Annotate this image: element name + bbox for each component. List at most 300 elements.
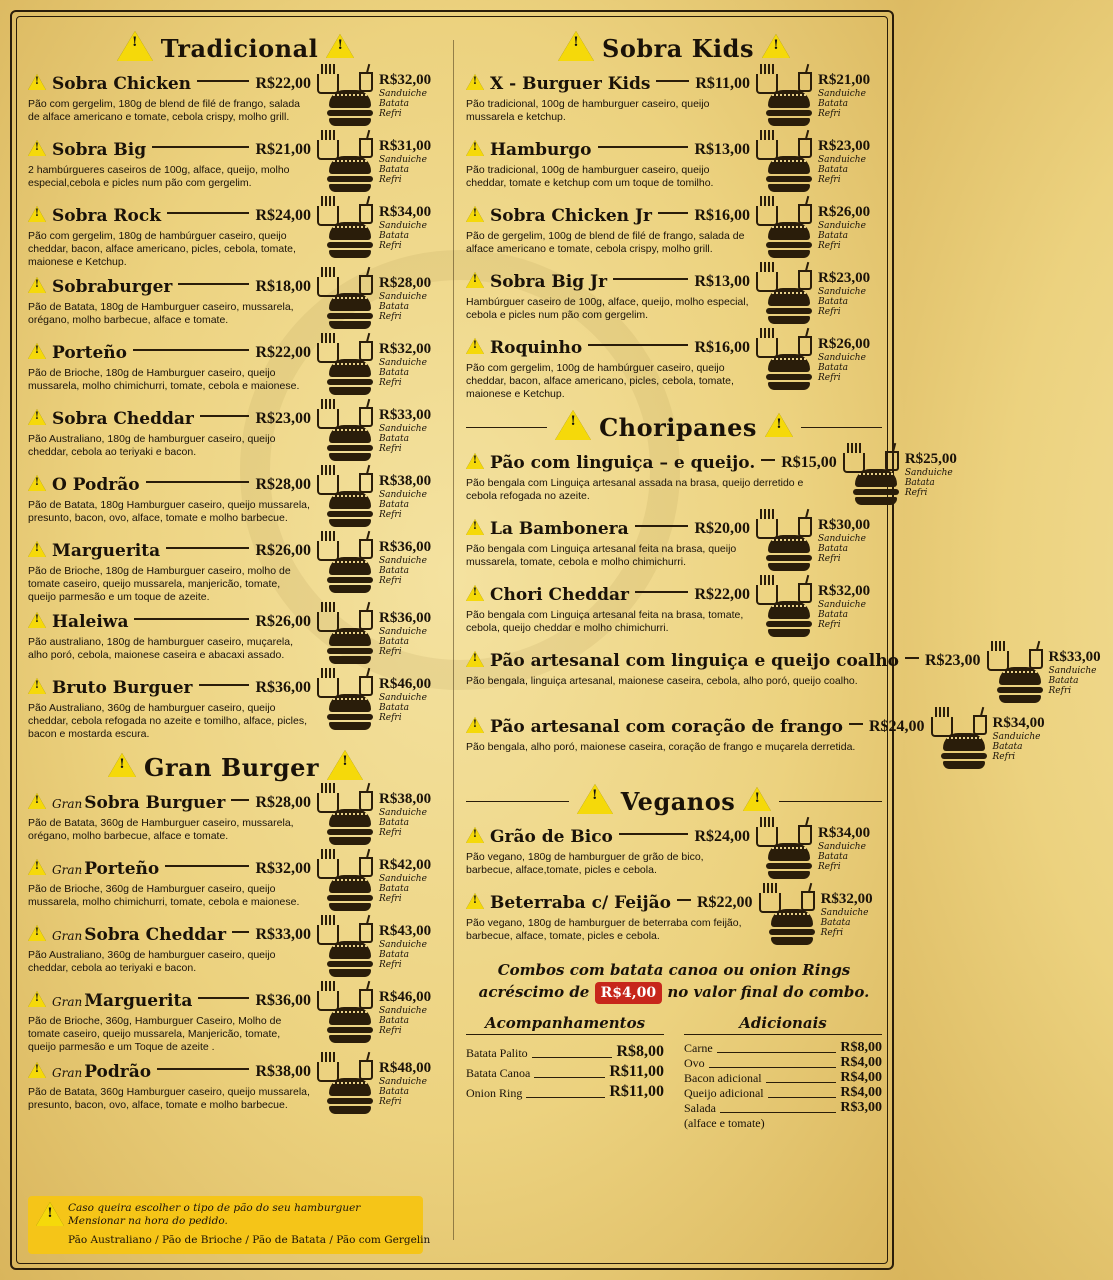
menu-item-name-text: O Podrão <box>52 475 140 495</box>
menu-item <box>28 791 443 851</box>
side-item-row <box>466 1061 664 1081</box>
combo-content-line: Sanduiche <box>379 155 427 165</box>
menu-item-main <box>28 473 315 533</box>
triangle-shape <box>28 541 46 557</box>
combo-block <box>315 1060 443 1120</box>
combo-content-line: Refri <box>379 378 402 388</box>
leader-line <box>709 1067 837 1068</box>
combo-block <box>754 204 882 264</box>
combo-price: R$32,00 <box>379 72 432 88</box>
warning-triangle-icon <box>117 31 153 65</box>
triangle-shape <box>466 893 484 909</box>
menu-item-header <box>466 891 753 915</box>
combo-info <box>379 989 443 1054</box>
menu-item <box>28 138 443 198</box>
leader-line <box>768 1097 837 1098</box>
combo-block <box>315 989 443 1054</box>
bread-note-text: Caso queira escolher o tipo de pão do seu hamburguer Mensionar na hora do pedido. <box>68 1202 361 1227</box>
menu-item-main <box>28 407 315 467</box>
price-badge: R$4,00 <box>595 982 662 1004</box>
cup-shape <box>359 204 373 224</box>
menu-item-prefix: Gran <box>52 797 83 811</box>
warning-triangle-icon <box>466 893 484 913</box>
cup-shape <box>359 857 373 877</box>
leader-line <box>720 1112 836 1113</box>
bun-top-shape <box>768 601 810 619</box>
combo-content-line: Refri <box>818 862 841 872</box>
leader-line <box>232 931 249 933</box>
cup-shape <box>801 891 815 911</box>
bun-top-shape <box>329 941 371 959</box>
menu-item-name-text: Sobra Chicken <box>52 74 192 94</box>
menu-item-main <box>28 275 315 335</box>
combo-content-line: Batata <box>992 742 1023 752</box>
menu-item-name-text: Sobra Cheddar <box>84 925 227 945</box>
warning-triangle-icon <box>28 140 46 160</box>
combo-price: R$34,00 <box>379 204 432 220</box>
leader-line <box>198 997 249 999</box>
menu-item <box>28 341 443 401</box>
combo-content-line: Refri <box>379 828 402 838</box>
combo-contents <box>379 940 443 970</box>
menu-item-price: R$11,00 <box>695 75 750 92</box>
combo-content-line: Batata <box>904 478 935 488</box>
side-item-name: Queijo adicional <box>684 1086 764 1100</box>
bun-bot-shape <box>768 118 810 126</box>
menu-item-header <box>28 923 311 947</box>
bun-bot-shape <box>329 903 371 911</box>
leader-line <box>146 481 250 483</box>
menu-item-name <box>490 453 755 473</box>
leader-line <box>231 799 249 801</box>
combo-content-line: Batata <box>379 99 409 109</box>
menu-item-header <box>466 715 925 739</box>
menu-item-header <box>466 649 981 673</box>
warning-triangle-icon <box>28 74 46 94</box>
combo-info <box>379 923 443 983</box>
menu-item-name <box>52 991 192 1011</box>
menu-item <box>466 517 882 577</box>
cup-shape <box>359 72 373 92</box>
menu-item-description: Pão bengala com Linguiça artesanal feita na brasa, tomate, cebola, queijo cheddar e molho chimichurri. <box>466 609 744 634</box>
side-item-name: Batata Palito <box>466 1046 528 1060</box>
leader-line <box>165 865 249 867</box>
combo-contents <box>379 155 443 185</box>
menu-item-name <box>490 338 582 358</box>
section-header-veganos <box>466 781 882 821</box>
patty-shape <box>327 176 373 182</box>
combo-content-line: Refri <box>904 488 928 498</box>
menu-item-name-text: Pão com linguiça – e queijo. <box>490 453 756 473</box>
triangle-shape <box>28 612 46 628</box>
divider-line <box>466 427 547 428</box>
cup-shape <box>798 72 812 92</box>
combo-content-line: Sanduiche <box>379 424 427 434</box>
adicionais-footnote: (alface e tomate) <box>684 1116 765 1130</box>
combo-content-line: Refri <box>379 109 402 119</box>
combo-price: R$34,00 <box>818 825 871 841</box>
warning-triangle-icon <box>466 140 484 160</box>
combo-burger-fries-drink-icon <box>985 649 1047 705</box>
menu-item-main <box>466 891 757 951</box>
menu-item <box>466 825 882 885</box>
combo-note-post: no valor final do combo. <box>667 983 870 1001</box>
patty-shape <box>941 753 987 759</box>
combo-block <box>754 517 882 577</box>
patty-shape <box>766 374 812 380</box>
combo-block <box>315 610 443 670</box>
menu-item-name <box>52 859 159 879</box>
combo-content-line: Batata <box>379 884 409 894</box>
combo-contents <box>379 1006 443 1036</box>
combo-content-line: Batata <box>379 302 409 312</box>
combo-block <box>754 72 882 132</box>
combo-content-line: Refri <box>379 241 402 251</box>
section-title: Choripanes <box>599 412 757 442</box>
bun-top-shape <box>768 288 810 306</box>
combo-block <box>315 676 443 741</box>
menu-item-name-text: X - Burguer Kids <box>490 74 651 94</box>
combo-info <box>818 583 882 643</box>
bun-bot-shape <box>771 937 813 945</box>
combo-contents <box>818 287 882 317</box>
side-item-price: R$4,00 <box>840 1070 882 1085</box>
side-item-price: R$8,00 <box>840 1040 882 1055</box>
menu-item-header <box>466 270 750 294</box>
menu-item-name-text: Marguerita <box>52 541 161 561</box>
side-item-row <box>684 1041 882 1056</box>
combo-content-line: Refri <box>818 175 841 185</box>
combo-content-line: Sanduiche <box>379 874 427 884</box>
bun-bot-shape <box>329 118 371 126</box>
warning-triangle-icon <box>466 206 484 226</box>
combo-burger-fries-drink-icon <box>754 583 816 639</box>
combo-note-line1: Combos com batata canoa ou onion Rings <box>497 961 851 979</box>
combo-burger-fries-drink-icon <box>754 138 816 194</box>
warning-triangle-icon <box>743 787 771 815</box>
menu-item-price: R$16,00 <box>694 207 750 224</box>
menu-item-name-text: Sobraburger <box>52 277 173 297</box>
combo-price: R$25,00 <box>904 451 957 467</box>
menu-item <box>28 676 443 741</box>
menu-item <box>466 336 882 401</box>
menu-item-price: R$22,00 <box>697 894 753 911</box>
side-item-price: R$11,00 <box>609 1083 664 1100</box>
leader-line <box>635 591 688 593</box>
menu-item-price: R$36,00 <box>255 679 311 696</box>
menu-item-main <box>28 857 315 917</box>
acompanhamentos-box <box>466 1014 664 1131</box>
bun-top-shape <box>329 1078 371 1096</box>
combo-info <box>379 791 443 851</box>
combo-burger-fries-drink-icon <box>315 72 377 128</box>
menu-item-description: Pão vegano, 180g de hamburguer de beterraba com feijão, barbecue, alface, tomate, picles e cebola. <box>466 917 742 942</box>
warning-triangle-icon <box>28 343 46 363</box>
bun-bot-shape <box>768 871 810 879</box>
bread-note-options: Pão Australiano / Pão de Brioche / Pão de Batata / Pão com Gergelin <box>68 1234 431 1246</box>
combo-content-line: Sanduiche <box>818 287 866 297</box>
combo-content-line: Sanduiche <box>379 358 427 368</box>
combo-content-line: Batata <box>818 852 848 862</box>
combo-content-line: Batata <box>379 950 409 960</box>
combo-content-line: Refri <box>379 960 402 970</box>
menu-item-main <box>28 923 315 983</box>
combo-content-line: Refri <box>379 1097 402 1107</box>
bun-bot-shape <box>329 519 371 527</box>
menu-item-name <box>490 827 613 847</box>
combo-content-line: Sanduiche <box>818 600 866 610</box>
patty-shape <box>766 110 812 116</box>
combo-price: R$38,00 <box>379 791 432 807</box>
warning-triangle-icon <box>28 678 46 698</box>
triangle-shape <box>466 651 484 667</box>
bun-top-shape <box>999 667 1041 685</box>
bun-top-shape <box>329 1007 371 1025</box>
side-item-name: Batata Canoa <box>466 1066 531 1080</box>
menu-item-main <box>466 825 754 885</box>
menu-item-price: R$22,00 <box>255 344 311 361</box>
bun-top-shape <box>768 535 810 553</box>
combo-content-line: Refri <box>379 510 402 520</box>
menu-item-description: 2 hambúrgueres caseiros de 100g, alface, queijo, molho especial,cebola e picles num pão com gergelim. <box>28 164 290 189</box>
leader-line <box>167 212 249 214</box>
menu-item <box>466 451 957 511</box>
warning-triangle-icon <box>28 991 46 1011</box>
triangle-shape <box>28 277 46 293</box>
patty-shape <box>327 511 373 517</box>
section-title: Sobra Kids <box>602 33 754 63</box>
combo-contents <box>818 842 882 872</box>
menu-item-price: R$38,00 <box>255 1063 311 1080</box>
triangle-shape <box>28 74 46 90</box>
bun-top-shape <box>329 557 371 575</box>
menu-item <box>28 407 443 467</box>
combo-info <box>905 451 969 511</box>
patty-shape <box>327 1098 373 1104</box>
combo-price: R$28,00 <box>379 275 432 291</box>
menu-item-price: R$22,00 <box>255 75 311 92</box>
leader-line <box>199 684 250 686</box>
combo-content-line: Refri <box>379 647 402 657</box>
menu-item-name-text: Bruto Burguer <box>52 678 193 698</box>
menu-item-name-text: Marguerita <box>84 991 193 1011</box>
section-title: Tradicional <box>160 33 319 63</box>
leader-line <box>849 723 863 725</box>
menu-item-main <box>466 517 754 577</box>
patty-shape <box>327 895 373 901</box>
warning-triangle-icon <box>762 34 790 62</box>
menu-item-description: Pão vegano, 180g de hamburguer de grão de bico, barbecue, alface,tomate, picles e cebola. <box>466 851 704 876</box>
menu-item-header <box>28 1060 311 1084</box>
menu-item-main <box>28 676 315 741</box>
menu-item-description: Pão de Brioche, 180g de Hamburguer caseiro, queijo mussarela, molho chimichurri, tomate, cebola e maionese. <box>28 367 300 392</box>
combo-contents <box>905 468 969 498</box>
menu-item <box>28 923 443 983</box>
section-header-tradicional <box>28 28 443 68</box>
combo-price: R$33,00 <box>1048 649 1101 665</box>
menu-item-description: Pão australiano, 180g de hamburguer caseiro, muçarela, alho poró, cebola, maionese caseira e abacaxi assado. <box>28 636 293 661</box>
combo-content-line: Sanduiche <box>379 89 427 99</box>
bun-bot-shape <box>768 184 810 192</box>
patty-shape <box>327 577 373 583</box>
menu-item-main <box>466 138 754 198</box>
combo-info <box>821 891 885 951</box>
section-title: Gran Burger <box>143 752 320 782</box>
triangle-shape <box>466 717 484 733</box>
warning-triangle-icon <box>555 410 591 444</box>
combo-info <box>379 539 443 604</box>
menu-item-price: R$24,00 <box>255 207 311 224</box>
combo-burger-fries-drink-icon <box>315 610 377 666</box>
combo-burger-fries-drink-icon <box>315 275 377 331</box>
menu-item-description: Pão bengala com Linguiça artesanal feita na brasa, queijo mussarela, tomate, cebola e molho chimichurri. <box>466 543 737 568</box>
combo-content-line: Batata <box>818 165 848 175</box>
combo-info <box>379 138 443 198</box>
menu-item-main <box>28 791 315 851</box>
side-item-row <box>684 1101 882 1116</box>
combo-price: R$32,00 <box>820 891 873 907</box>
bun-top-shape <box>329 491 371 509</box>
menu-item <box>466 270 882 330</box>
combo-content-line: Batata <box>379 434 409 444</box>
combo-price: R$33,00 <box>379 407 432 423</box>
menu-item-name-text: Porteño <box>84 859 160 879</box>
menu-item-description: Pão de Batata, 360g Hamburguer caseiro, queijo mussarela, presunto, bacon, ovo, alface, tomate e molho barbecue. <box>28 1086 310 1111</box>
combo-block <box>315 72 443 132</box>
combo-content-line: Sanduiche <box>992 732 1041 742</box>
combo-content-line: Batata <box>379 500 409 510</box>
leader-line <box>766 1082 837 1083</box>
combo-block <box>841 451 969 511</box>
menu-item <box>28 610 443 670</box>
menu-item-main <box>28 539 315 604</box>
combo-block <box>754 825 882 885</box>
section-header-gran <box>28 747 443 787</box>
warning-triangle-icon <box>28 793 46 813</box>
warning-triangle-icon <box>28 925 46 945</box>
bun-bot-shape <box>329 969 371 977</box>
combo-info <box>379 857 443 917</box>
combo-content-line: Sanduiche <box>379 490 427 500</box>
combo-content-line: Batata <box>1048 676 1079 686</box>
warning-triangle-icon <box>28 612 46 632</box>
cup-shape <box>798 583 812 603</box>
menu-item-name <box>490 206 652 226</box>
patty-shape <box>997 687 1043 693</box>
menu-item-name <box>52 793 225 813</box>
menu-item-main <box>28 204 315 269</box>
combo-content-line: Refri <box>818 241 841 251</box>
bread-choice-note <box>28 1196 431 1254</box>
menu-item-description: Pão de Batata, 180g Hamburguer caseiro, queijo mussarela, presunto, bacon, ovo, alface, tomate e molho barbecue. <box>28 499 310 524</box>
bun-bot-shape <box>329 656 371 664</box>
menu-item-main <box>466 649 985 709</box>
menu-item-name <box>490 519 629 539</box>
combo-content-line: Batata <box>379 1016 409 1026</box>
combo-contents <box>379 424 443 454</box>
right-column <box>466 28 1101 1131</box>
menu-item-description: Pão de Batata, 360g de Hamburguer caseiro, mussarela, orégano, molho barbecue, alface e tomate. <box>28 817 294 842</box>
bun-bot-shape <box>768 382 810 390</box>
menu-item-description: Pão de Brioche, 360g de Hamburguer caseiro, queijo mussarela, molho chimichurri, tomate, cebola e maionese. <box>28 883 300 908</box>
triangle-shape <box>28 1062 46 1078</box>
warning-triangle-icon <box>577 784 613 818</box>
combo-price: R$26,00 <box>818 204 871 220</box>
combo-burger-fries-drink-icon <box>315 539 377 595</box>
bun-top-shape <box>329 359 371 377</box>
combo-content-line: Batata <box>379 818 409 828</box>
side-item-price: R$3,00 <box>840 1100 882 1115</box>
bun-top-shape <box>855 469 897 487</box>
menu-item-name-text: Chori Cheddar <box>490 585 630 605</box>
combo-block <box>754 583 882 643</box>
menu-item-header <box>466 517 750 541</box>
menu-item-main <box>466 270 754 330</box>
bun-bot-shape <box>329 722 371 730</box>
menu-item <box>466 649 1101 709</box>
combo-block <box>315 857 443 917</box>
combo-content-line: Sanduiche <box>1048 666 1097 676</box>
menu-item <box>28 72 443 132</box>
combo-content-line: Sanduiche <box>818 155 866 165</box>
warning-triangle-icon <box>36 1202 64 1230</box>
leader-line <box>134 618 249 620</box>
combo-content-line: Sanduiche <box>379 221 427 231</box>
menu-item-price: R$23,00 <box>924 652 981 669</box>
warning-triangle-icon <box>466 827 484 847</box>
menu-item <box>466 583 882 643</box>
warning-triangle-icon <box>466 453 484 473</box>
combo-content-line: Sanduiche <box>904 468 953 478</box>
menu-item-main <box>466 336 754 401</box>
cup-shape <box>359 473 373 493</box>
combo-burger-fries-drink-icon <box>754 204 816 260</box>
left-column <box>28 28 443 1126</box>
combo-price: R$43,00 <box>379 923 432 939</box>
combo-info <box>379 72 443 132</box>
menu-item <box>466 715 1045 775</box>
warning-triangle-icon <box>466 272 484 292</box>
patty-shape <box>327 242 373 248</box>
leader-line <box>588 344 688 346</box>
combo-content-line: Refri <box>379 175 402 185</box>
combo-content-line: Batata <box>818 297 848 307</box>
combo-contents <box>993 732 1057 762</box>
patty-shape <box>327 110 373 116</box>
menu-item-description: Pão de gergelim, 100g de blend de filé de frango, salada de alface americano e tomate, cebola crispy, molho grill. <box>466 230 745 255</box>
combo-contents <box>818 600 882 630</box>
warning-triangle-icon <box>466 585 484 605</box>
menu-item-description: Pão Australiano, 180g de hamburguer caseiro, queijo cheddar, cebola ao teriyaki e bacon. <box>28 433 276 458</box>
patty-shape <box>853 489 899 495</box>
combo-block <box>315 923 443 983</box>
patty-shape <box>327 1027 373 1033</box>
menu-item-price: R$20,00 <box>694 520 750 537</box>
bun-bot-shape <box>329 585 371 593</box>
menu-item-header <box>28 407 311 431</box>
bun-bot-shape <box>329 837 371 845</box>
combo-content-line: Batata <box>818 231 848 241</box>
menu-item-main <box>28 989 315 1054</box>
menu-item-name-text: Grão de Bico <box>490 827 613 847</box>
side-item-price: R$4,00 <box>840 1055 882 1070</box>
combo-content-line: Batata <box>379 231 409 241</box>
bun-bot-shape <box>768 629 810 637</box>
menu-item-price: R$23,00 <box>255 410 311 427</box>
fries-shape <box>843 453 865 473</box>
menu-item <box>466 891 882 951</box>
combo-block <box>315 204 443 269</box>
